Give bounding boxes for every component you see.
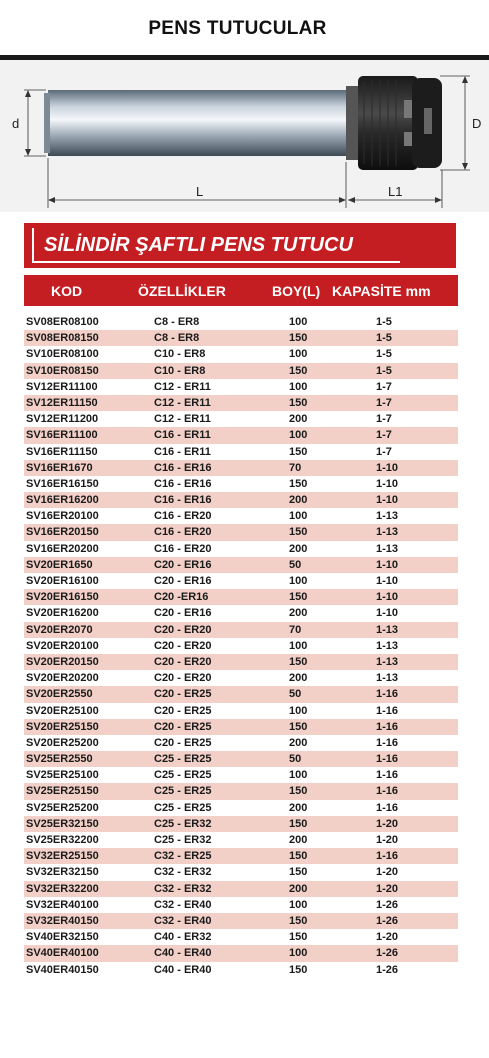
cell-kapasite: 1-20 — [376, 931, 399, 944]
cell-kapasite: 1-13 — [376, 655, 399, 668]
table-row — [24, 346, 458, 362]
cell-kod: SV16ER1670 — [26, 461, 93, 474]
dim-label-L1: L1 — [388, 184, 403, 199]
cell-ozellikler: C16 - ER16 — [154, 477, 212, 490]
cell-ozellikler: C20 - ER25 — [154, 704, 212, 717]
cell-boy: 200 — [289, 494, 308, 507]
cell-kod: SV32ER25150 — [26, 850, 99, 863]
cell-boy: 150 — [289, 332, 308, 345]
cell-boy: 50 — [289, 688, 302, 701]
cell-kapasite: 1-5 — [376, 364, 392, 377]
cell-boy: 150 — [289, 785, 308, 798]
table-row — [24, 913, 458, 929]
cell-kapasite: 1-10 — [376, 477, 399, 490]
cell-kapasite: 1-10 — [376, 461, 399, 474]
cell-kod: SV20ER1650 — [26, 558, 93, 571]
cell-kapasite: 1-20 — [376, 817, 399, 830]
cell-boy: 150 — [289, 963, 308, 976]
cell-boy: 150 — [289, 866, 308, 879]
shaft-chamfer — [44, 93, 50, 153]
cell-ozellikler: C32 - ER32 — [154, 866, 212, 879]
cell-boy: 150 — [289, 591, 308, 604]
cell-ozellikler: C10 - ER8 — [154, 348, 206, 361]
cell-ozellikler: C40 - ER40 — [154, 963, 212, 976]
cell-kapasite: 1-10 — [376, 558, 399, 571]
dim-label-L: L — [196, 184, 204, 199]
cell-kapasite: 1-16 — [376, 704, 399, 717]
cell-boy: 100 — [289, 380, 308, 393]
cell-kod: SV08ER08100 — [26, 316, 99, 328]
cell-boy: 150 — [289, 817, 308, 830]
cell-boy: 70 — [289, 623, 302, 636]
cell-kod: SV10ER08150 — [26, 364, 99, 377]
table-row — [24, 735, 458, 751]
cell-kapasite: 1-5 — [376, 332, 392, 345]
column-header-kod: KOD — [51, 283, 83, 299]
cell-kod: SV16ER20100 — [26, 510, 99, 523]
column-header-ozellikler: ÖZELLİKLER — [138, 283, 226, 299]
cell-boy: 150 — [289, 720, 308, 733]
cell-kod: SV32ER32200 — [26, 882, 99, 895]
table-row — [24, 816, 458, 832]
cell-boy: 150 — [289, 655, 308, 668]
cell-kod: SV12ER11200 — [26, 413, 99, 426]
table-row — [24, 524, 458, 540]
cell-ozellikler: C25 - ER25 — [154, 785, 212, 798]
cell-ozellikler: C20 - ER20 — [154, 672, 212, 685]
table-row — [24, 460, 458, 476]
cell-kapasite: 1-13 — [376, 526, 399, 539]
cell-kapasite: 1-10 — [376, 591, 399, 604]
table-row — [24, 379, 458, 395]
table-row — [24, 508, 458, 524]
cell-kapasite: 1-16 — [376, 769, 399, 782]
cell-boy: 70 — [289, 461, 302, 474]
table-row — [24, 962, 458, 978]
cell-ozellikler: C16 - ER16 — [154, 494, 212, 507]
table-row — [24, 848, 458, 864]
cell-kod: SV16ER20150 — [26, 526, 99, 539]
cell-kapasite: 1-16 — [376, 785, 399, 798]
nut-notch — [424, 108, 432, 134]
cell-kod: SV16ER11150 — [26, 445, 98, 458]
cell-ozellikler: C20 - ER16 — [154, 607, 212, 620]
cell-kod: SV25ER25100 — [26, 769, 99, 782]
cell-kod: SV20ER20150 — [26, 655, 99, 668]
table-row — [24, 605, 458, 621]
cell-ozellikler: C16 - ER11 — [154, 445, 211, 458]
column-header-kapasite: KAPASİTE mm — [332, 283, 431, 299]
table-row — [24, 541, 458, 557]
cell-ozellikler: C20 - ER20 — [154, 639, 212, 652]
cell-ozellikler: C40 - ER40 — [154, 947, 212, 960]
cell-kod: SV40ER40150 — [26, 963, 99, 976]
cell-boy: 200 — [289, 672, 308, 685]
cell-ozellikler: C8 - ER8 — [154, 332, 200, 345]
cell-kapasite: 1-7 — [376, 396, 392, 409]
cell-boy: 100 — [289, 947, 308, 960]
cell-kapasite: 1-7 — [376, 413, 392, 426]
cell-ozellikler: C10 - ER8 — [154, 364, 206, 377]
cell-boy: 150 — [289, 931, 308, 944]
cell-kapasite: 1-26 — [376, 898, 399, 911]
cell-boy: 200 — [289, 542, 308, 555]
cell-ozellikler: C12 - ER11 — [154, 413, 211, 426]
table-row — [24, 589, 458, 605]
cell-kod: SV25ER25200 — [26, 801, 99, 814]
cell-kapasite: 1-16 — [376, 753, 399, 766]
table-header — [24, 275, 458, 306]
column-header-boy: BOY(L) — [272, 283, 321, 299]
table-row — [24, 703, 458, 719]
table-row — [24, 363, 458, 379]
cell-ozellikler: C20 - ER16 — [154, 558, 212, 571]
product-table — [24, 314, 458, 978]
table-row — [24, 864, 458, 880]
cell-boy: 200 — [289, 801, 308, 814]
cell-ozellikler: C25 - ER25 — [154, 753, 212, 766]
cell-kod: SV20ER2550 — [26, 688, 93, 701]
table-row — [24, 929, 458, 945]
cell-kod: SV25ER32150 — [26, 817, 99, 830]
cell-kapasite: 1-10 — [376, 494, 399, 507]
cell-boy: 100 — [289, 575, 308, 587]
cell-kapasite: 1-7 — [376, 429, 392, 442]
cell-kapasite: 1-16 — [376, 850, 399, 863]
cell-kapasite: 1-26 — [376, 914, 399, 927]
cell-kod: SV25ER32200 — [26, 834, 99, 846]
cell-kod: SV32ER32150 — [26, 866, 99, 879]
cell-kapasite: 1-13 — [376, 542, 399, 555]
table-row — [24, 395, 458, 411]
cell-boy: 150 — [289, 914, 308, 927]
table-row — [24, 330, 458, 346]
table-row — [24, 557, 458, 573]
cell-ozellikler: C25 - ER32 — [154, 817, 212, 830]
table-row — [24, 832, 458, 848]
cell-kod: SV20ER20200 — [26, 672, 99, 685]
cell-boy: 100 — [289, 510, 308, 523]
cell-kapasite: 1-10 — [376, 575, 399, 587]
cell-kod: SV20ER25200 — [26, 736, 99, 749]
table-row — [24, 686, 458, 702]
cell-boy: 200 — [289, 413, 308, 426]
table-row — [24, 767, 458, 783]
table-row — [24, 638, 458, 654]
cell-ozellikler: C40 - ER32 — [154, 931, 212, 944]
cell-boy: 150 — [289, 396, 308, 409]
technical-drawing — [0, 60, 489, 212]
cell-ozellikler: C20 -ER16 — [154, 591, 209, 604]
cell-kapasite: 1-7 — [376, 445, 392, 458]
cell-ozellikler: C25 - ER32 — [154, 834, 212, 846]
cell-kod: SV20ER2070 — [26, 623, 93, 636]
cell-kapasite: 1-20 — [376, 882, 399, 895]
cell-kapasite: 1-16 — [376, 688, 399, 701]
cell-ozellikler: C32 - ER40 — [154, 898, 212, 911]
cell-kod: SV12ER11150 — [26, 396, 98, 409]
cell-kod: SV16ER16150 — [26, 477, 99, 490]
table-row — [24, 654, 458, 670]
cell-kod: SV20ER25150 — [26, 720, 99, 733]
page-title: PENS TUTUCULAR — [148, 18, 327, 39]
cell-kapasite: 1-20 — [376, 834, 399, 846]
cell-kod: SV25ER2550 — [26, 753, 93, 766]
cell-ozellikler: C32 - ER32 — [154, 882, 212, 895]
collar — [346, 86, 360, 160]
table-row — [24, 492, 458, 508]
cell-boy: 150 — [289, 526, 308, 539]
cell-kapasite: 1-20 — [376, 866, 399, 879]
cell-boy: 150 — [289, 364, 308, 377]
cell-boy: 100 — [289, 769, 308, 782]
cell-kod: SV40ER40100 — [26, 947, 99, 960]
cell-kod: SV20ER16100 — [26, 575, 99, 587]
cell-boy: 50 — [289, 753, 302, 766]
cell-kapasite: 1-10 — [376, 607, 399, 620]
table-row — [24, 314, 458, 330]
cell-boy: 200 — [289, 607, 308, 620]
cell-kapasite: 1-26 — [376, 963, 399, 976]
cell-boy: 100 — [289, 429, 308, 442]
cell-ozellikler: C16 - ER20 — [154, 526, 212, 539]
cell-boy: 200 — [289, 882, 308, 895]
cell-ozellikler: C12 - ER11 — [154, 380, 211, 393]
cell-kapasite: 1-13 — [376, 623, 399, 636]
collet-holder-drawing — [0, 60, 489, 212]
cell-kod: SV16ER16200 — [26, 494, 99, 507]
cell-ozellikler: C25 - ER25 — [154, 801, 212, 814]
cell-kod: SV12ER11100 — [26, 380, 98, 393]
shaft — [48, 90, 348, 156]
cell-kod: SV16ER11100 — [26, 429, 98, 442]
cell-boy: 150 — [289, 477, 308, 490]
cell-ozellikler: C20 - ER20 — [154, 655, 212, 668]
cell-kod: SV16ER20200 — [26, 542, 99, 555]
cell-ozellikler: C32 - ER40 — [154, 914, 212, 927]
table-row — [24, 751, 458, 767]
cell-boy: 100 — [289, 316, 308, 328]
table-row — [24, 783, 458, 799]
cell-kapasite: 1-16 — [376, 720, 399, 733]
cell-boy: 50 — [289, 558, 302, 571]
cell-kapasite: 1-26 — [376, 947, 399, 960]
cell-ozellikler: C20 - ER25 — [154, 688, 212, 701]
cell-kapasite: 1-13 — [376, 639, 399, 652]
section-title: SİLİNDİR ŞAFTLI PENS TUTUCU — [44, 234, 353, 256]
cell-kod: SV10ER08100 — [26, 348, 99, 361]
cell-boy: 100 — [289, 898, 308, 911]
cell-ozellikler: C20 - ER16 — [154, 575, 212, 587]
table-row — [24, 444, 458, 460]
cell-kod: SV32ER40150 — [26, 914, 99, 927]
cell-ozellikler: C20 - ER25 — [154, 720, 212, 733]
table-row — [24, 800, 458, 816]
cell-boy: 150 — [289, 850, 308, 863]
table-row — [24, 573, 458, 589]
table-row — [24, 897, 458, 913]
cell-kod: SV08ER08150 — [26, 332, 99, 345]
cell-kapasite: 1-5 — [376, 316, 392, 328]
cell-ozellikler: C16 - ER20 — [154, 510, 212, 523]
table-row — [24, 622, 458, 638]
cell-ozellikler: C32 - ER25 — [154, 850, 212, 863]
cell-kapasite: 1-13 — [376, 672, 399, 685]
table-row — [24, 427, 458, 443]
section-banner — [24, 223, 456, 268]
cell-boy: 200 — [289, 736, 308, 749]
cell-boy: 100 — [289, 348, 308, 361]
cell-kod: SV40ER32150 — [26, 931, 99, 944]
cell-kapasite: 1-7 — [376, 380, 392, 393]
table-row — [24, 881, 458, 897]
cell-kod: SV20ER25100 — [26, 704, 99, 717]
dim-label-d: d — [12, 116, 20, 131]
cell-boy: 150 — [289, 445, 308, 458]
cell-ozellikler: C16 - ER11 — [154, 429, 211, 442]
cell-kod: SV20ER16200 — [26, 607, 99, 620]
table-row — [24, 719, 458, 735]
cell-kod: SV20ER20100 — [26, 639, 99, 652]
cell-ozellikler: C25 - ER25 — [154, 769, 212, 782]
table-row — [24, 945, 458, 961]
cell-kapasite: 1-13 — [376, 510, 399, 523]
table-row — [24, 411, 458, 427]
cell-ozellikler: C20 - ER20 — [154, 623, 212, 636]
table-row — [24, 476, 458, 492]
dim-label-D: D — [472, 116, 482, 131]
cell-kapasite: 1-16 — [376, 801, 399, 814]
cell-ozellikler: C20 - ER25 — [154, 736, 212, 749]
cell-ozellikler: C16 - ER16 — [154, 461, 212, 474]
cell-kapasite: 1-16 — [376, 736, 399, 749]
cell-kapasite: 1-5 — [376, 348, 392, 361]
cell-kod: SV20ER16150 — [26, 591, 99, 604]
cell-kod: SV25ER25150 — [26, 785, 99, 798]
cell-boy: 200 — [289, 834, 308, 846]
cell-boy: 100 — [289, 639, 308, 652]
cell-ozellikler: C16 - ER20 — [154, 542, 212, 555]
cell-kod: SV32ER40100 — [26, 898, 99, 911]
cell-boy: 100 — [289, 704, 308, 717]
cell-ozellikler: C8 - ER8 — [154, 316, 200, 328]
cell-ozellikler: C12 - ER11 — [154, 396, 211, 409]
table-row — [24, 670, 458, 686]
